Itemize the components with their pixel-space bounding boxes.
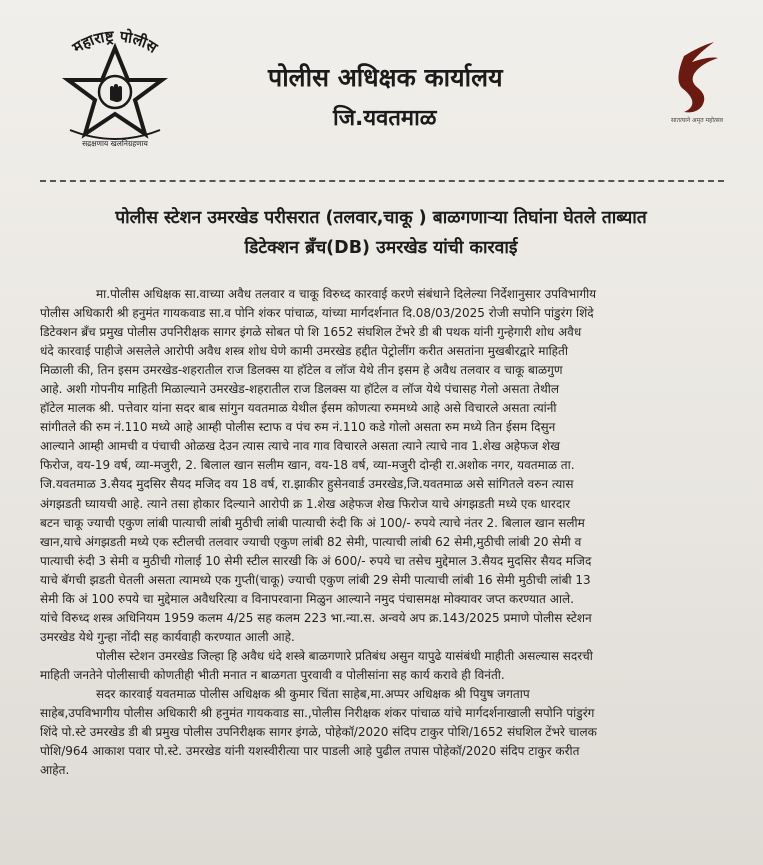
body-line: हॉटेल मालक श्री. पत्तेवार यांना सदर बाब सांगुन यवतमाळ येथील ईसम कोणत्या रुममध्ये आहे असे विचारले असता त्यांनी [40, 401, 557, 416]
press-body [40, 285, 724, 780]
body-line: सांगीतले की रुम नं.110 मध्ये आहे आम्ही पोलीस स्टाफ व पंच रुम नं.110 कडे गोलो असता रुम मध्ये तिन ईसम दिसुन [40, 420, 556, 435]
header-divider [40, 180, 724, 182]
body-line: साहेब,उपविभागीय पोलीस अधिकारी श्री हनुमंत गायकवाड सा.,पोलीस निरीक्षक शंकर पांचाळ यांचे मार्गदर्शनाखाली सपोनि पांडुरंग [40, 706, 595, 721]
press-headline [38, 203, 724, 263]
body-line: यांचे विरुध्द शस्त्र अधिनियम 1959 कलम 4/25 सह कलम 223 भा.न्या.स. अन्वये अप क्र.143/2025 प्रमाणे पोलीस स्टेशन [40, 610, 592, 625]
body-line: अंगझडती घ्यायची आहे. त्याने तसा होकार दिल्याने आरोपी क्र 1.शेख अहेफज शेख फिरोज याचे अंगझडती मध्ये एक धारदार [40, 496, 571, 511]
emblem-caption: सातत्याने अमृत महोत्सव [671, 117, 723, 124]
maharashtra-police-logo [40, 26, 190, 156]
jubilee-emblem [662, 38, 732, 130]
body-line: मिळाली की, तिन इसम उमरखेड-शहरातील राज डिलक्स या हॉटेल व लॉज येथे तीन इसम हे अवैध तलवार व चाकू बाळगुण [40, 363, 563, 378]
body-line: आहेत. [40, 763, 70, 778]
body-line: खान,याचे अंगझडती मध्ये एक स्टीलची तलवार ज्याची एकुण लांबी 82 सेमी, पात्याची लांबी 62 सेमी,मुठीची लांबी 20 सेमी व [40, 534, 582, 549]
amrit-mahotsav-logo-icon [662, 38, 732, 130]
office-title: पोलीस अधिक्षक कार्यालय [268, 63, 503, 92]
logo-top-text: महाराष्ट्र पोलीस [69, 27, 161, 57]
body-line: पोलीस स्टेशन उमरखेड जिल्हा हि अवैध धंदे शस्त्रे बाळगणारे प्रतिबंध असुन यापुढे यासंबंधी माहीती असल्यास सदरची [96, 648, 593, 663]
body-line: डिटेक्शन ब्रँच प्रमुख पोलीस उपनिरीक्षक सागर इंगळे सोबत पो शि 1652 संघशिल टेंभरे डी बी पथक यांनी गुन्हेगारी शोध अवैध [40, 325, 582, 340]
body-line: फिरोज, वय-19 वर्ष, व्या-मजुरी, 2. बिलाल खान सलीम खान, वय-18 वर्ष, व्या-मजुरी दोन्ही रा.अशोक नगर, यवतमाळ ता. [40, 458, 575, 473]
district-name: जि.यवतमाळ [333, 106, 437, 131]
body-line: सदर कारवाई यवतमाळ पोलीस अधिक्षक श्री कुमार चिंता साहेब,मा.अप्पर अधिक्षक श्री पियुष जगताप [96, 686, 530, 701]
body-line: माहिती जनतेने पोलीसाची कोणतीही भीती मनात न बाळगता पुरवावी व पोलीसांना सह कार्य करावे ही विनंती. [40, 667, 505, 682]
body-line: मा.पोलीस अधिक्षक सा.वाच्या अवैध तलवार व चाकू विरुध्द कारवाई करणे संबंधाने दिलेल्या निर्देशानुसार उपविभागीय [96, 287, 597, 301]
headline-line-1: पोलीस स्टेशन उमरखेड परीसरात (तलवार,चाकू ) बाळगणाऱ्या तिघांना घेतले ताब्यात [115, 208, 647, 228]
body-line: बटन चाकू ज्याची एकुण लांबी पात्याची लांबी मुठीची लांबी पात्याची रुंदी कि अं 100/- रुपये त्याचे नंतर 2. बिलाल खान सलीम [40, 515, 585, 530]
body-line: उमरखेड येथे गुन्हा नोंदी सह कार्यवाही करण्यात आली आहे. [40, 629, 295, 644]
body-line: सेमी कि अं 100 रुपये चा मुद्देमाल अवैधरित्या व विनापरवाना मिळुन आल्याने नमुद पंचासमक्ष मोक्यावर जप्त करण्यात आले. [40, 591, 574, 606]
police-star-emblem-icon [40, 26, 190, 156]
body-line: याचे बॅगची झडती घेतली असता त्यामध्ये एक गुप्ती(चाकू) ज्याची एकुण लांबी 29 सेमी पात्याची लांबी 16 सेमी मुठीची लांबी 13 [40, 572, 591, 587]
body-line: आहे. अशी गोपनीय माहिती मिळाल्याने उमरखेड-शहरातील राज डिलक्स या हॉटेल व लॉज येथे पंचासह गेलो असता तेथील [40, 382, 559, 397]
body-line: धंदे कारवाई पाहीजे असलेले आरोपी अवैध शस्त्र शोध घेणे कामी उमरखेड हद्दीत पेट्रोलींग करीत असतांना मुखबीरद्वारे माहिती [40, 344, 569, 359]
body-line: पात्याची रुंदी 3 सेमी व मुठीची गोलाई 10 सेमी स्टील सारखी कि अं 600/- रुपये चा तसेच मुद्देमाल 3.सैयद मुदसिर सैयद मजिद [40, 553, 592, 568]
body-line: पोलीस अधिकारी श्री हनुमंत गायकवाड सा.व पोनि शंकर पांचाळ, यांच्या मार्गदर्शनात दि.08/03/2025 रोजी सपोनि पांडुरंग शिंदे [40, 306, 594, 321]
body-line: आल्याने आम्ही आमची व पंचाची ओळख देउन त्यास त्याचे नाव गाव विचारले असता त्याने त्याचे नाव 1.शेख अहेफज शेख [40, 439, 560, 454]
body-line: शिंदे पो.स्टे उमरखेड डी बी प्रमुख पोलीस उपनिरीक्षक सागर इंगळे, पोहेकॉ/2020 संदिप टाकुर पोशि/1652 संघशिल टेंभरे चालक [40, 725, 597, 740]
headline-line-2: डिटेक्शन ब्रँच(DB) उमरखेड यांची कारवाई [244, 238, 518, 258]
body-line: जि.यवतमाळ 3.सैयद मुदसिर सैयद मजिद वय 18 वर्ष, रा.झाकीर हुसेनवार्ड उमरखेड,जि.यवतमाळ असे सांगितले वरुन त्यास [40, 477, 574, 492]
logo-motto: सद्रक्षणाय खलनिग्रहणाय [82, 139, 148, 148]
body-line: पोशि/964 आकाश पवार पो.स्टे. उमरखेड यांनी यशस्वीरीत्या पार पाडली आहे पुढील तपास पोहेकॉ/2020 संदिप टाकुर करीत [40, 744, 580, 759]
